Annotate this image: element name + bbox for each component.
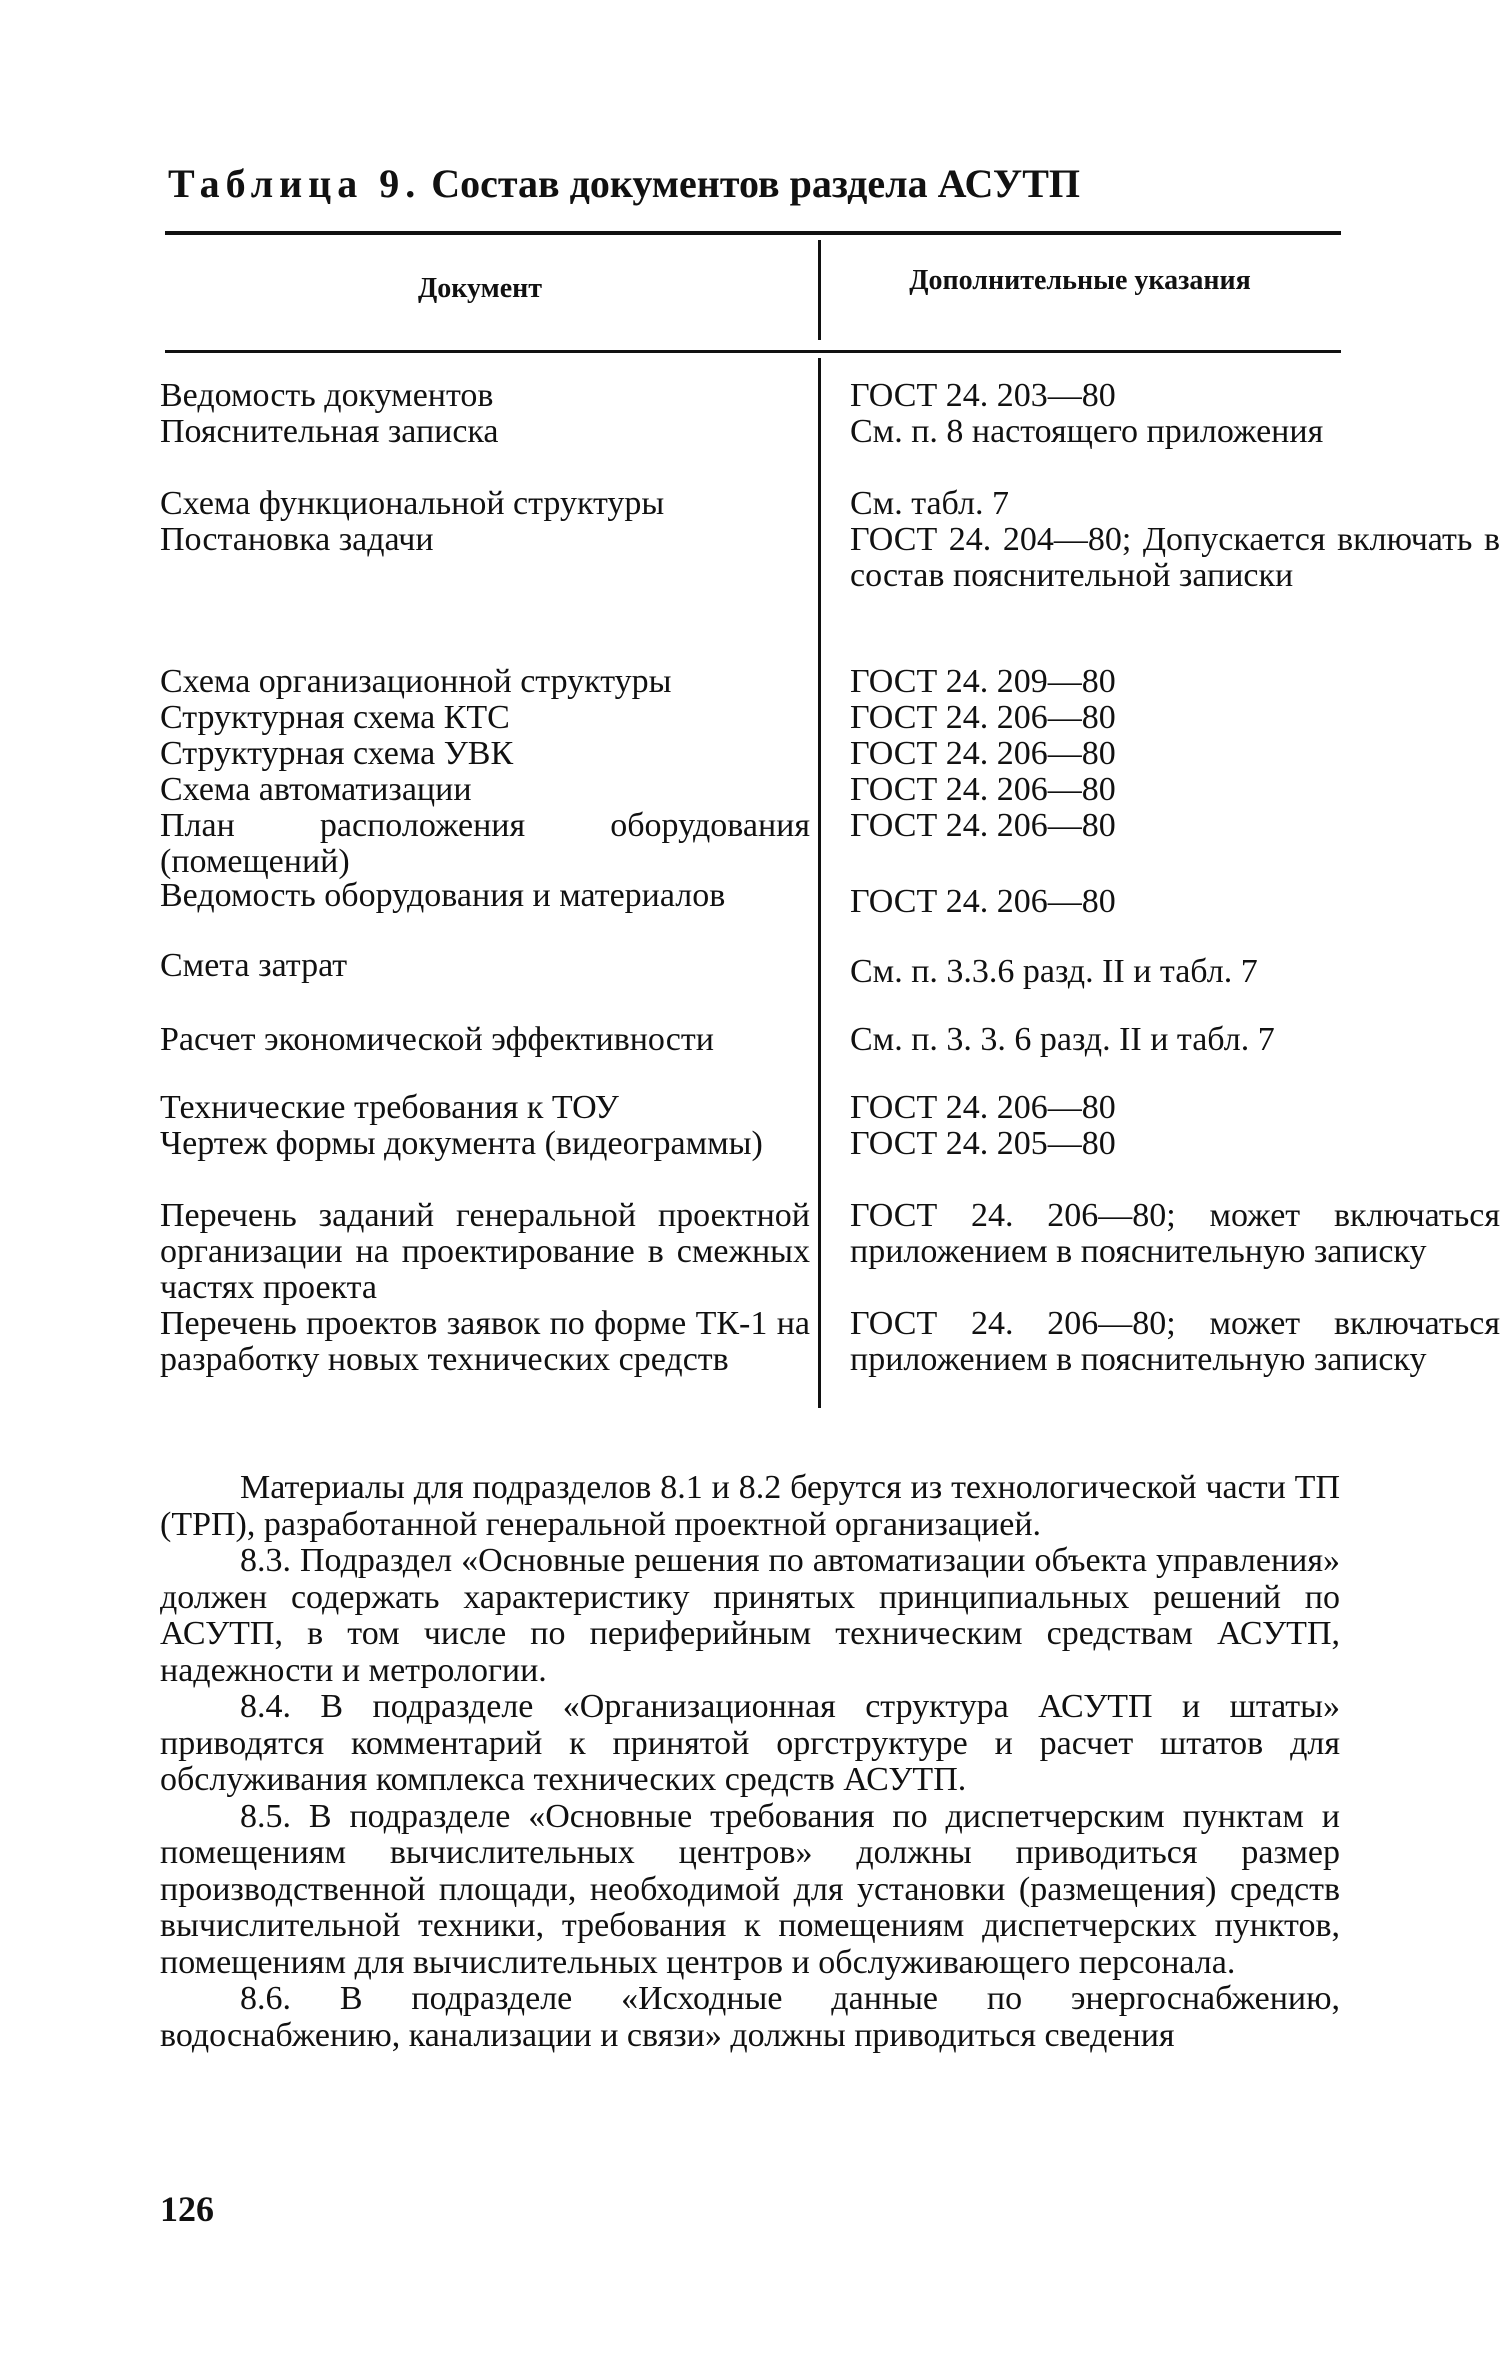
- paragraph: 8.3. Подраздел «Основные решения по автоматизации объекта управления» должен содержать характеристику принятых принципиальных решений по АСУТП, в том числе по периферийным техническим средствам АСУТП, надежности и метрологии.: [160, 1542, 1340, 1689]
- table-caption-title: Состав документов раздела АСУТП: [431, 161, 1081, 206]
- document-note: ГОСТ 24. 204—80; Допускается включать в состав пояснительной записки: [850, 521, 1500, 594]
- table-top-rule: [165, 231, 1341, 235]
- header-bottom-rule: [165, 350, 1341, 353]
- paragraph: Материалы для подразделов 8.1 и 8.2 берутся из технологической части ТП (ТРП), разработанной генеральной проектной организацией.: [160, 1469, 1340, 1543]
- table-caption: [168, 160, 1080, 207]
- paragraph: 8.4. В подразделе «Организационная структура АСУТП и штаты» приводятся комментарий к принятой оргструктуре и расчет штатов для обслуживания комплекса технических средств АСУТП.: [160, 1688, 1340, 1798]
- paragraph: 8.5. В подразделе «Основные требования по диспетчерским пунктам и помещениям вычислительных центров» должны приводиться размер производственной площади, необходимой для установки (размещения) средств вычислительной техники, требования к помещениям диспетчерских пунктов, помещениям для вычислительных центров и обслуживающего персонала.: [160, 1797, 1340, 1981]
- document-name: Структурная схема УВК: [160, 735, 514, 772]
- document-name: Перечень проектов заявок по форме ТК-1 на разработку новых технических средств: [160, 1305, 810, 1378]
- document-note: См. п. 3.3.6 разд. II и табл. 7: [850, 953, 1258, 990]
- document-note: См. п. 8 настоящего приложения: [850, 413, 1324, 450]
- document-name: Расчет экономической эффективности: [160, 1021, 714, 1058]
- document-note: См. п. 3. 3. 6 разд. II и табл. 7: [850, 1021, 1275, 1058]
- document-note: ГОСТ 24. 205—80: [850, 1125, 1116, 1162]
- document-note: ГОСТ 24. 203—80: [850, 377, 1116, 414]
- document-name: Технические требования к ТОУ: [160, 1089, 619, 1126]
- document-name: Постановка задачи: [160, 521, 434, 558]
- document-note: ГОСТ 24. 206—80: [850, 699, 1116, 736]
- document-name: Схема организационной структуры: [160, 663, 672, 700]
- document-name: Структурная схема КТС: [160, 699, 510, 736]
- document-name: Пояснительная записка: [160, 413, 499, 450]
- document-name: Смета затрат: [160, 947, 348, 984]
- document-name: Ведомость оборудования и материалов: [160, 877, 726, 914]
- document-note: ГОСТ 24. 206—80; может включаться приложением в пояснительную записку: [850, 1305, 1500, 1378]
- body-text: [160, 1470, 1340, 2054]
- document-name: План расположения оборудования (помещений): [160, 807, 810, 880]
- document-name: Перечень заданий генеральной проектной организации на проектирование в смежных частях проекта: [160, 1197, 810, 1306]
- document-note: ГОСТ 24. 209—80: [850, 663, 1116, 700]
- document-name: Схема функциональной структуры: [160, 485, 665, 522]
- document-note: ГОСТ 24. 206—80; может включаться приложением в пояснительную записку: [850, 1197, 1500, 1270]
- document-note: ГОСТ 24. 206—80: [850, 771, 1116, 808]
- document-note: ГОСТ 24. 206—80: [850, 807, 1116, 844]
- paragraph: 8.6. В подразделе «Исходные данные по энергоснабжению, водоснабжению, канализации и связи» должны приводиться сведения: [160, 1980, 1340, 2054]
- document-note: См. табл. 7: [850, 485, 1009, 522]
- document-name: Ведомость документов: [160, 377, 494, 414]
- column-header-document: Документ: [417, 273, 543, 304]
- document-name: Чертеж формы документа (видеограммы): [160, 1125, 763, 1162]
- document-name: Схема автоматизации: [160, 771, 472, 808]
- table-column-divider: [818, 358, 821, 1408]
- header-divider: [818, 240, 821, 340]
- page-number: 126: [160, 2189, 214, 2229]
- document-note: ГОСТ 24. 206—80: [850, 735, 1116, 772]
- document-note: ГОСТ 24. 206—80: [850, 1089, 1116, 1126]
- table-caption-lead: Таблица 9.: [168, 161, 422, 206]
- column-header-notes: Дополнительные указания: [909, 265, 1251, 296]
- document-note: ГОСТ 24. 206—80: [850, 883, 1116, 920]
